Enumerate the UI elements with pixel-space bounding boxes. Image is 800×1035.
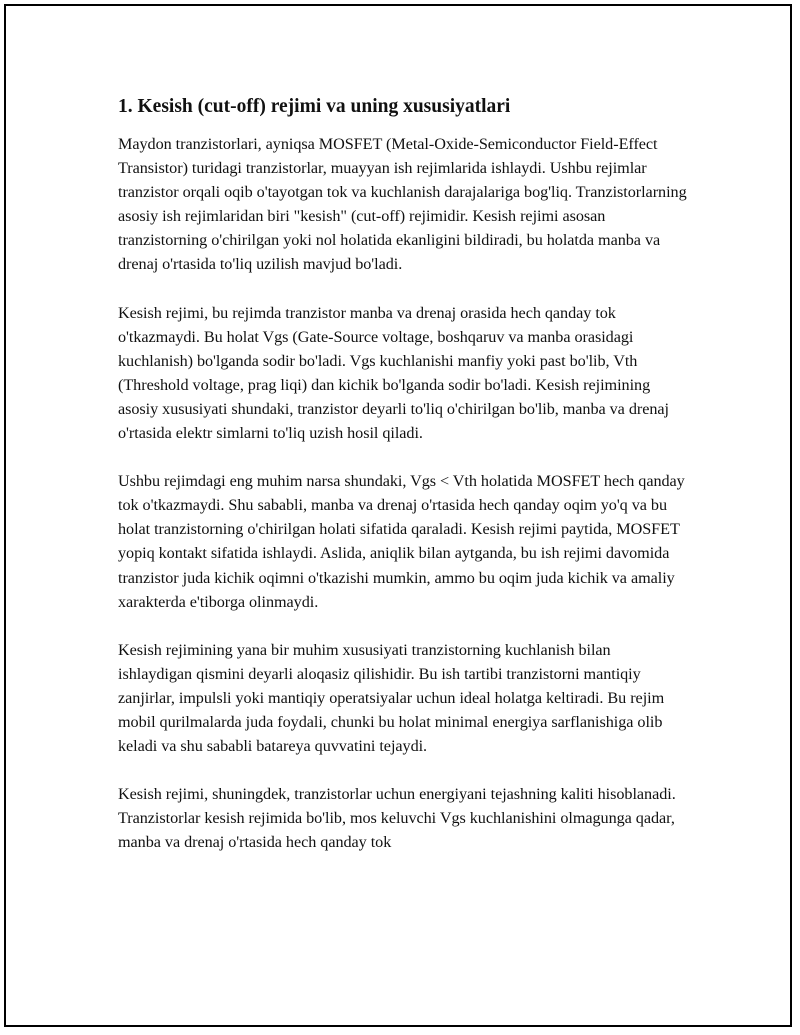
- paragraph-5: Kesish rejimi, shuningdek, tranzistorlar uchun energiyani tejashning kaliti hisoblanadi. Tranzistorlar kesish rejimida bo'lib, mos keluvchi Vgs kuchlanishini olmagunga qadar, manba va drenaj o'rtasida hech qanday tok: [118, 785, 676, 852]
- document-body: [118, 95, 688, 854]
- paragraph-3: Ushbu rejimdagi eng muhim narsa shundaki, Vgs < Vth holatida MOSFET hech qanday tok o'tkazmaydi. Shu sababli, manba va drenaj o'rtasida hech qanday oqim yo'q va bu holat tranzistorning o'chirilgan holati sifatida qaraladi. Kesish rejimi paytida, MOSFET yopiq kontakt sifatida ishlaydi. Aslida, aniqlik bilan aytganda, bu ish rejimi davomida tranzistor juda kichik oqimni o'tkazishi mumkin, ammo bu oqim juda kichik va amaliy xarakterda e'tiborga olinmaydi.: [118, 472, 685, 611]
- paragraph-1: Maydon tranzistorlari, ayniqsa MOSFET (Metal-Oxide-Semiconductor Field-Effect Transistor) turidagi tranzistorlar, muayyan ish rejimlarida ishlaydi. Ushbu rejimlar tranzistor orqali oqib o'tayotgan tok va kuchlanish darajalariga bog'liq. Tranzistorlarning asosiy ish rejimlaridan biri "kesish" (cut-off) rejimidir. Kesish rejimi asosan tranzistorning o'chirilgan yoki nol holatida ekanligini bildiradi, bu holatda manba va drenaj o'rtasida to'liq uzilish mavjud bo'ladi.: [118, 135, 687, 274]
- section-heading: 1. Kesish (cut-off) rejimi va uning xususiyatlari: [118, 96, 511, 117]
- paragraph-2: Kesish rejimi, bu rejimda tranzistor manba va drenaj orasida hech qanday tok o'tkazmaydi. Bu holat Vgs (Gate-Source voltage, boshqaruv va manba orasidagi kuchlanish) bo'lganda sodir bo'ladi. Vgs kuchlanishi manfiy yoki past bo'lib, Vth (Threshold voltage, prag liqi) dan kichik bo'lganda sodir bo'ladi. Kesish rejimining asosiy xususiyati shundaki, tranzistor deyarli to'liq o'chirilgan bo'lib, manba va drenaj o'rtasida elektr simlarni to'liq uzish hosil qiladi.: [118, 303, 669, 443]
- paragraph-4: Kesish rejimining yana bir muhim xususiyati tranzistorning kuchlanish bilan ishlaydigan qismini deyarli aloqasiz qilishidir. Bu ish tartibi tranzistorni mantiqiy zanjirlar, impulsli yoki mantiqiy operatsiyalar uchun ideal holatga keltiradi. Bu rejim mobil qurilmalarda juda foydali, chunki bu holat minimal energiya sarflanishiga olib keladi va shu sababli batareya quvvatini tejaydi.: [118, 640, 665, 756]
